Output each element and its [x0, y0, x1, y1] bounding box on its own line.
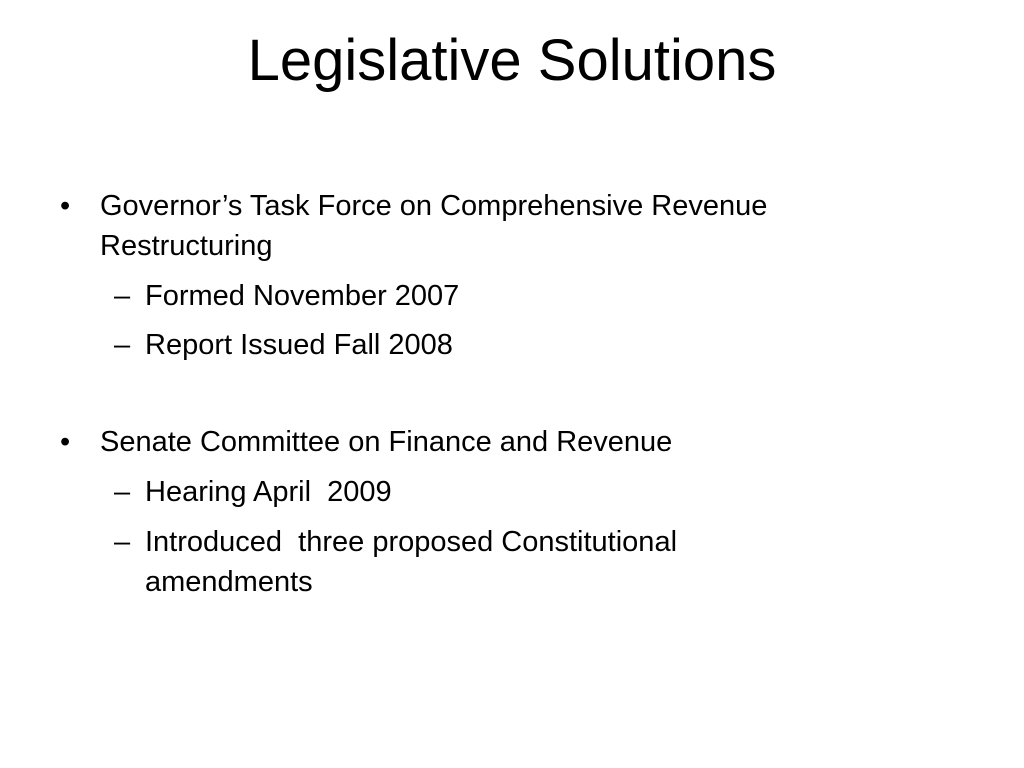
bullet-text: Governor’s Task Force on Comprehensive Revenue Restructuring	[100, 190, 776, 262]
sub-marker: –	[114, 329, 131, 361]
sub-text: Report Issued Fall 2008	[145, 329, 453, 361]
sub-marker: –	[114, 280, 131, 312]
sub-item	[114, 276, 874, 316]
sub-item	[114, 522, 874, 602]
bullet-text: Senate Committee on Finance and Revenue	[100, 426, 673, 458]
bullet-marker: •	[60, 190, 71, 222]
bullet-item	[60, 422, 940, 462]
slide-title: Legislative Solutions	[247, 28, 777, 93]
sub-item	[114, 325, 874, 365]
bullet-item	[60, 186, 940, 266]
sub-marker: –	[114, 476, 131, 508]
sub-item	[114, 472, 874, 512]
sub-text: Formed November 2007	[145, 280, 460, 312]
sub-text: Introduced three proposed Constitutional amendments	[145, 526, 686, 598]
sub-text: Hearing April 2009	[145, 476, 392, 508]
bullet-marker: •	[60, 426, 71, 458]
sub-marker: –	[114, 526, 131, 558]
